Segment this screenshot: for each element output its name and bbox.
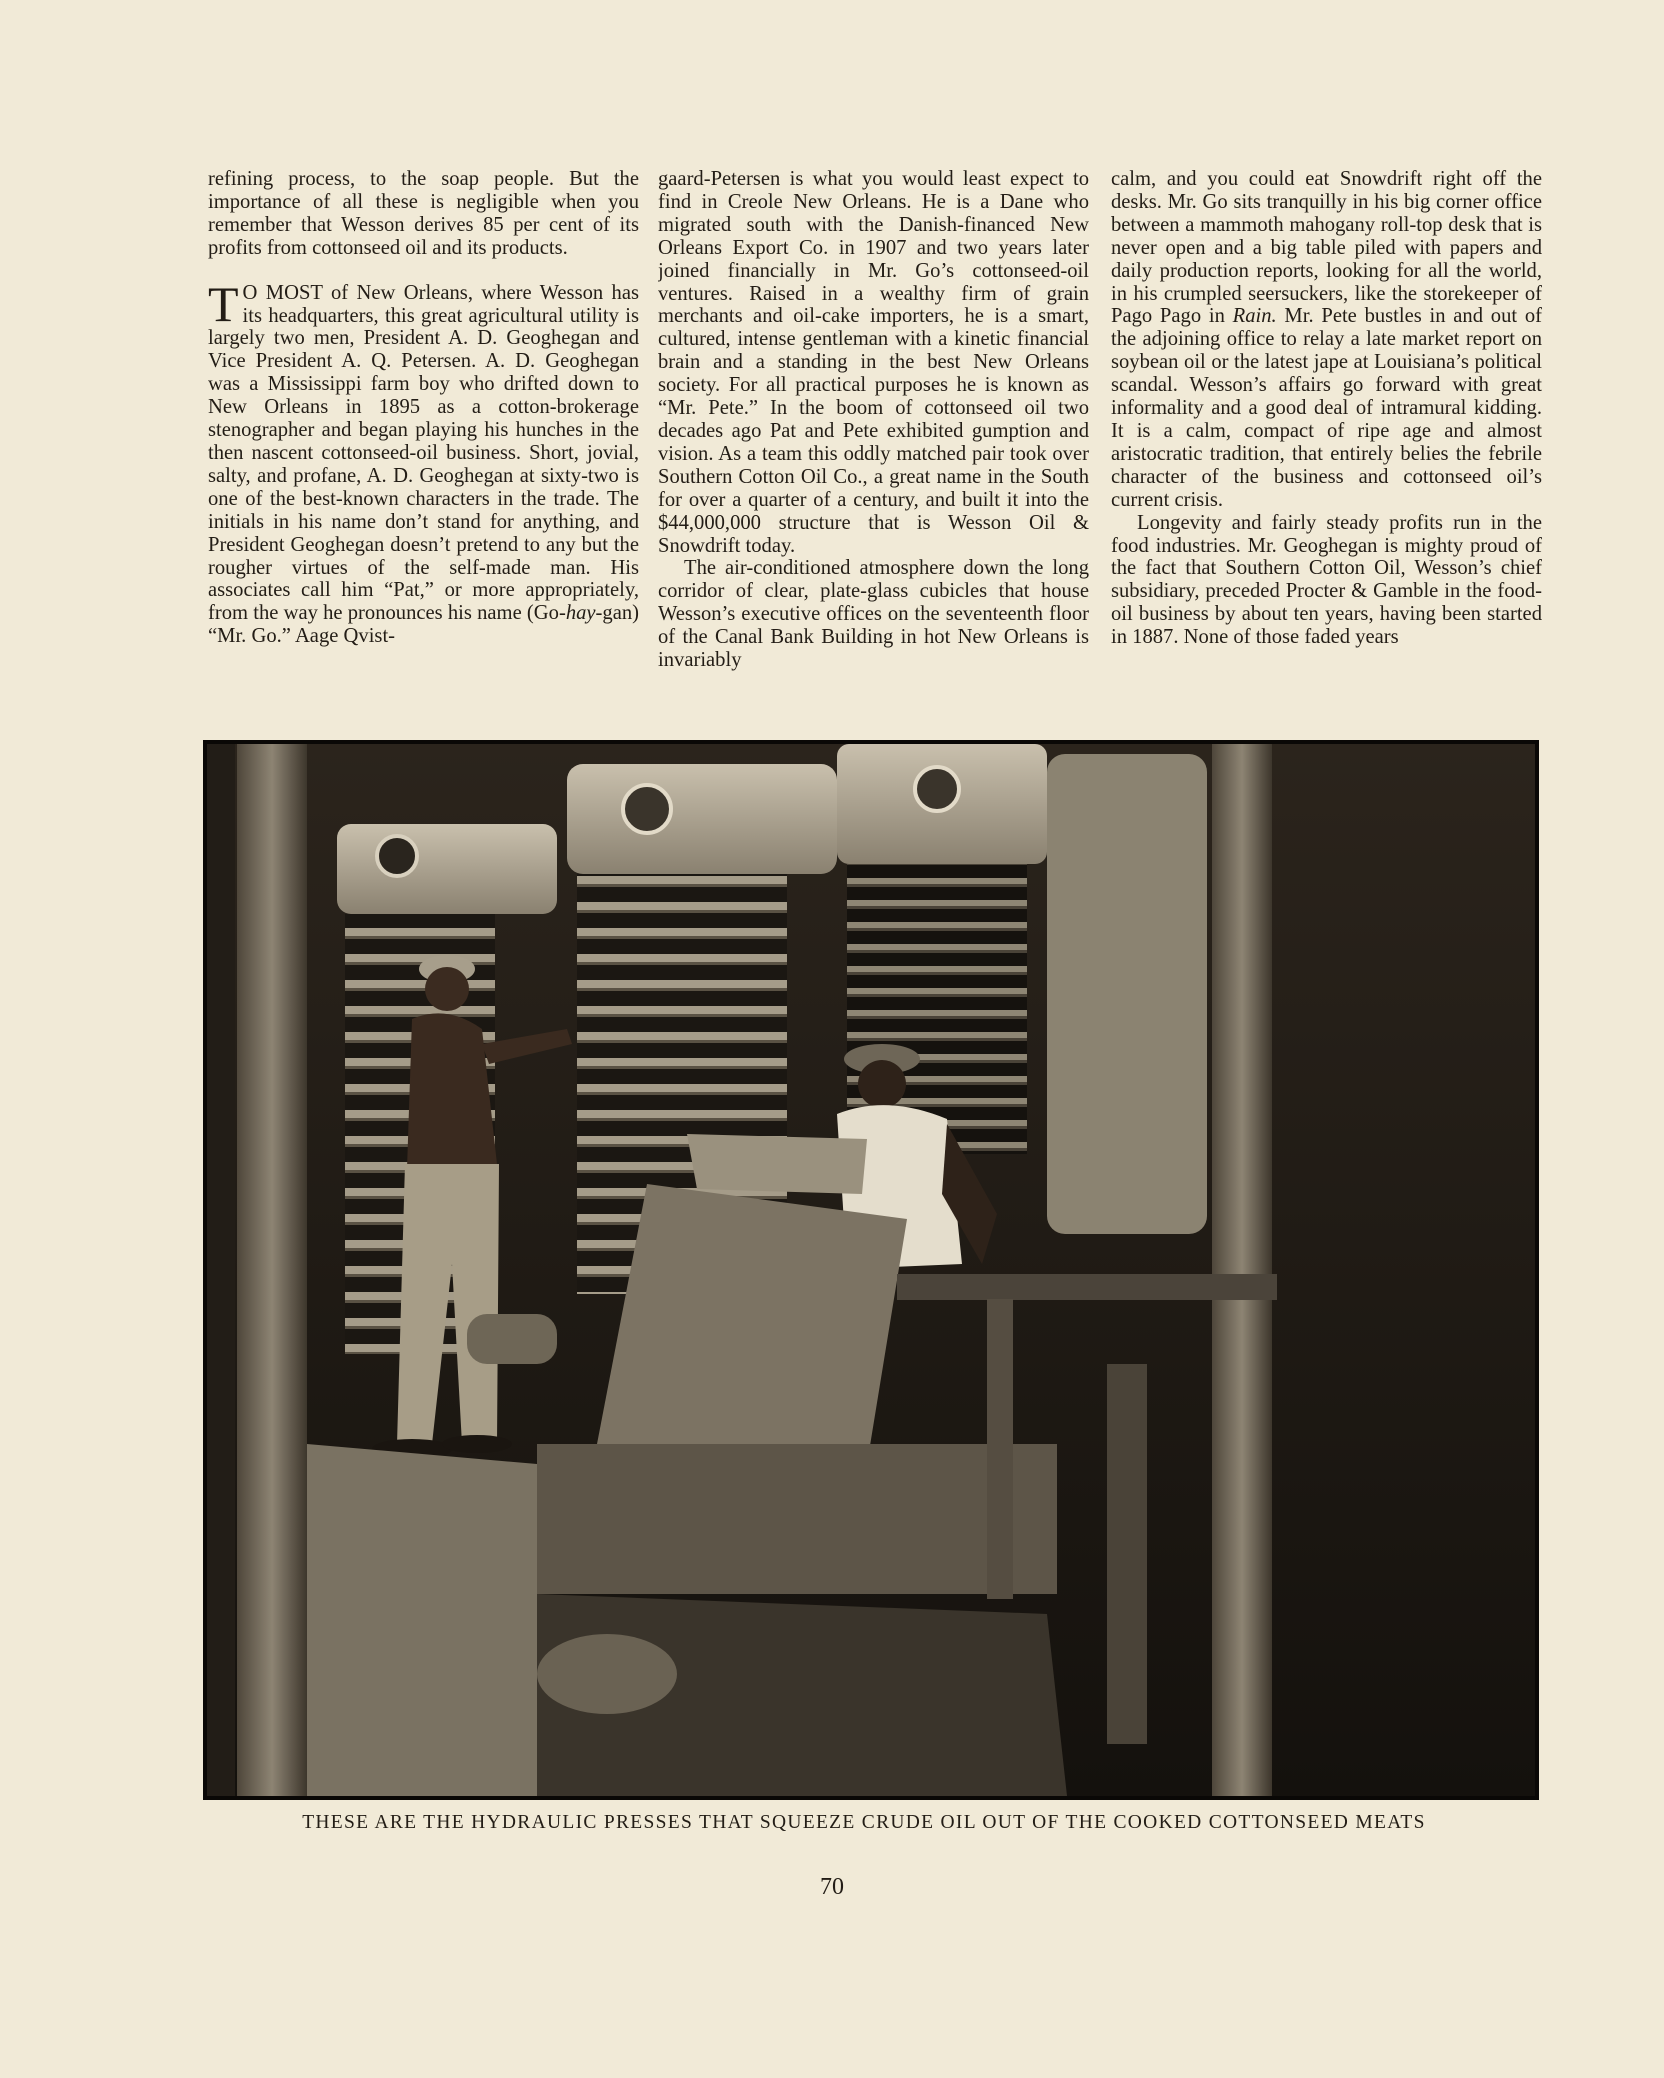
paragraph-text: calm, and you could eat Snowdrift right off the desks. Mr. Go sits tranquilly in his big corner office between a mammoth mahogany roll-top desk that is never open and a big table piled with papers and daily production reports, looking for all the world, in his crumpled seersuckers, like the storekeeper of Pago Pago in [1111,168,1542,328]
italic-text: hay [565,602,596,625]
paragraph-text: Mr. Pete bustles in and out of the adjoining office to relay a late market report on soybean oil or the latest jape at Louisiana’s political scandal. Wesson’s affairs go forward with great informality and a good deal of intramural kidding. It is a calm, compact of ripe age and almost aristocratic tradition, that entirely belies the febrile character of the business and cottonseed oil’s current crisis. [1111,305,1542,511]
paragraph: gaard-Petersen is what you would least expect to find in Creole New Orleans. He is a Dane who migrated south with the Danish-financed New Orleans Export Co. in 1907 and two years later joined financially in Mr. Go’s cottonseed-oil ventures. Raised in a wealthy firm of grain merchants and oil-cake importers, he is a smart, cultured, intense gentleman with a kinetic financial brain and a standing in the best New Orleans society. For all practical purposes he is known as “Mr. Pete.” In the boom of cottonseed oil two decades ago Pat and Pete exhibited gumption and vision. As a team this oddly matched pair took over Southern Cotton Oil Co., a great name in the South for over a quarter of a century, and built it into the $44,000,000 structure that is Wesson Oil & Snowdrift today. [658,168,1089,557]
paragraph [1111,168,1542,512]
hydraulic-press-photo [203,740,1539,1800]
article-column-3 [1111,168,1542,723]
paragraph-text: -gan) “Mr. Go.” Aage Qvist- [208,602,639,648]
paragraph: The air-conditioned atmosphere down the long corridor of clear, plate-glass cubicles that house Wesson’s executive offices on the seventeenth floor of the Canal Bank Building in hot New Orleans is invariably [658,557,1089,672]
photo-caption: THESE ARE THE HYDRAULIC PRESSES THAT SQUEEZE CRUDE OIL OUT OF THE COOKED COTTONSEED MEATS [302,1812,1426,1833]
paragraph: Longevity and fairly steady profits run in the food industries. Mr. Geoghegan is mighty proud of the fact that Southern Cotton Oil, Wesson’s chief subsidiary, preceded Procter & Gamble in the food-oil business by about ten years, having been started in 1887. None of those faded years [1111,511,1542,649]
lead-in-text: O MOST [242,281,323,304]
paragraph [208,275,639,649]
page-number: 70 [820,1874,844,1900]
photo-illustration [207,744,1535,1796]
paragraph-text: of New Orleans, where Wesson has its headquarters, this great agricultural utility is largely two men, President A. D. Geoghegan and Vice President A. Q. Petersen. A. D. Geoghegan was a Mississippi farm boy who drifted down to New Orleans in 1895 as a cotton-brokerage stenographer and began playing his hunches in the then nascent cottonseed-oil business. Short, jovial, salty, and profane, A. D. Geoghegan at sixty-two is one of the best-known characters in the trade. The initials in his name don’t stand for anything, and President Geoghegan doesn’t pretend to any but the rougher virtues of the self-made man. His associates call him “Pat,” or more appropriately, from the way he pronounces his name (Go- [208,281,639,625]
drop-cap: T [208,275,239,332]
paragraph: refining process, to the soap people. But the importance of all these is negligible when you remember that Wesson derives 85 per cent of its profits from cottonseed oil and its products. [208,168,639,259]
article-column-1 [208,168,639,723]
article-column-2 [658,168,1089,723]
italic-text: Rain. [1232,305,1277,328]
